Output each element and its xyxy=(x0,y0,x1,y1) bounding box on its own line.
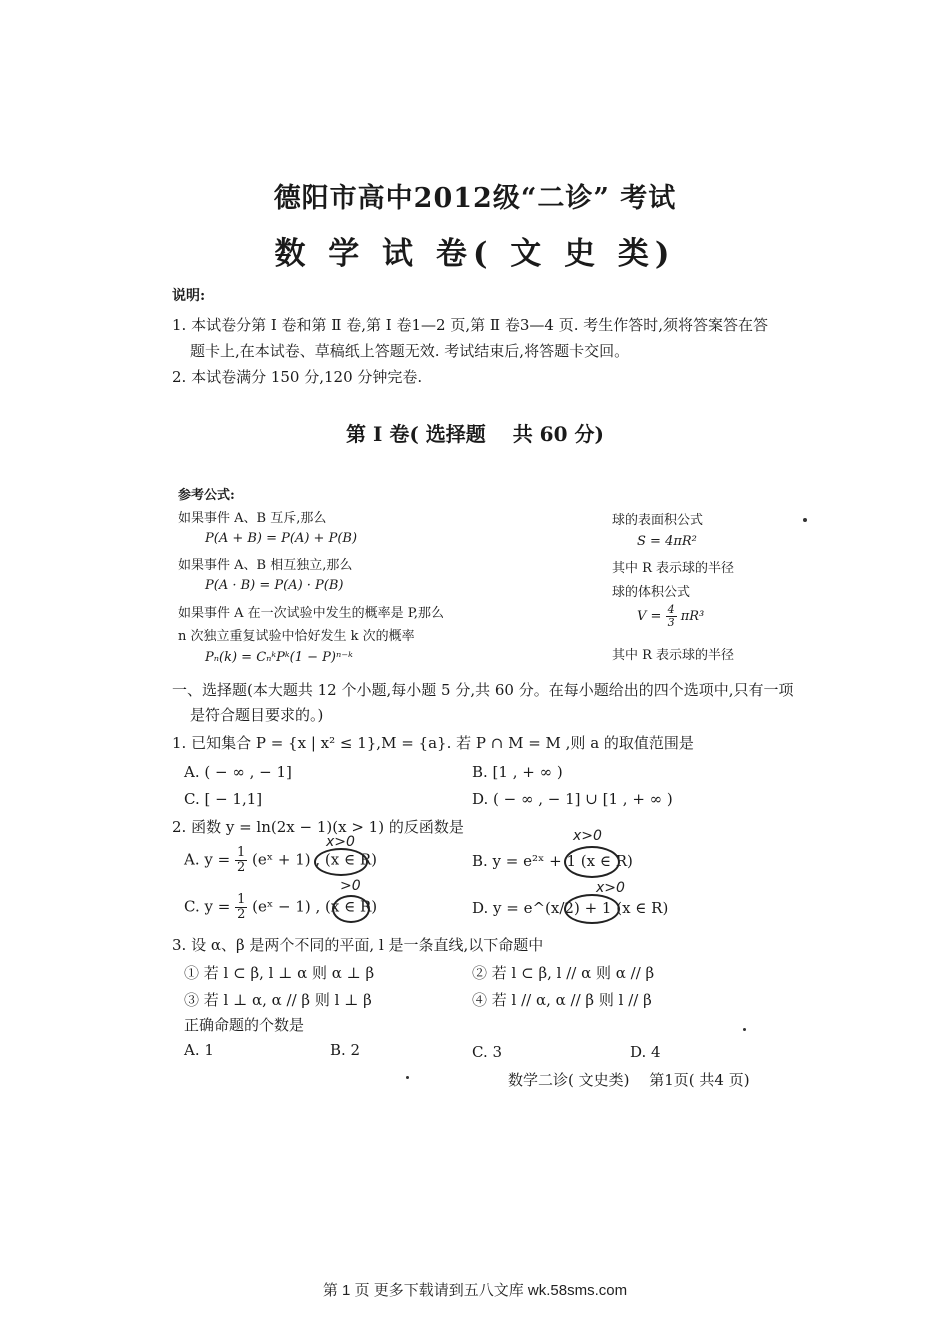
formula-line-7: Pₙ(k) = CₙᵏPᵏ(1 − P)ⁿ⁻ᵏ xyxy=(205,650,353,665)
note-item-1-line-1: 1. 本试卷分第 Ⅰ 卷和第 Ⅱ 卷,第 Ⅰ 卷1—2 页,第 Ⅱ 卷3—4 页. 考生作答时,须将答案答在答 xyxy=(172,316,769,334)
question-3-proposition-2: ② 若 l ⊂ β, l // α 则 α // β xyxy=(472,964,655,982)
question-3-proposition-4: ④ 若 l // α, α // β 则 l // β xyxy=(472,991,652,1009)
sphere-volume-heading: 球的体积公式 xyxy=(612,585,691,600)
option-a-numerator: 1 xyxy=(236,845,246,860)
option-a-denominator: 2 xyxy=(236,860,246,875)
formula-line-1: 如果事件 A、B 互斥,那么 xyxy=(178,511,327,526)
question-2-option-b: B. y = e²ˣ + 1 (x ∈ R) xyxy=(472,852,633,870)
option-a-suffix: (eˣ + 1) , (x ∈ R) xyxy=(252,850,378,869)
scan-speck xyxy=(743,1028,746,1031)
option-c-numerator: 1 xyxy=(237,892,246,907)
formula-line-5: 如果事件 A 在一次试验中发生的概率是 P,那么 xyxy=(178,606,445,621)
option-c-prefix: C. y = xyxy=(184,897,231,916)
exam-title: 德阳市高中2012级“二诊” 考试 xyxy=(273,183,677,214)
question-1-option-a: A. ( − ∞ , − 1] xyxy=(184,763,292,781)
sphere-radius-note-2: 其中 R 表示球的半径 xyxy=(612,648,735,663)
note-item-1-line-2: 题卡上,在本试卷、草稿纸上答题无效. 考试结束后,将答题卡交回。 xyxy=(190,342,630,360)
question-1-option-d: D. ( − ∞ , − 1] ∪ [1 , + ∞ ) xyxy=(472,790,673,808)
question-2-stem: 2. 函数 y = ln(2x − 1)(x > 1) 的反函数是 xyxy=(172,818,464,836)
question-1-option-c: C. [ − 1,1] xyxy=(184,790,263,808)
question-1-stem: 1. 已知集合 P = {x | x² ≤ 1},M = {a}. 若 P ∩ M = M ,则 a 的取值范围是 xyxy=(172,734,694,752)
question-3-proposition-3: ③ 若 l ⊥ α, α // β 则 l ⊥ β xyxy=(184,991,372,1009)
sphere-area-heading: 球的表面积公式 xyxy=(612,513,704,528)
download-banner: 第 1 页 更多下载请到五八文库 wk.58sms.com xyxy=(322,1282,628,1299)
volume-rhs: πR³ xyxy=(680,609,705,624)
handwritten-circle-b xyxy=(564,846,620,878)
formula-heading: 参考公式: xyxy=(178,488,235,503)
scan-speck xyxy=(803,518,807,522)
option-a-prefix: A. y = xyxy=(184,850,231,869)
question-3-proposition-1: ① 若 l ⊂ β, l ⊥ α 则 α ⊥ β xyxy=(184,964,375,982)
part-1-intro-line-1: 一、选择题(本大题共 12 个小题,每小题 5 分,共 60 分。在每小题给出的四个选项中,只有一项 xyxy=(172,681,794,699)
option-c-suffix: (eˣ − 1) , (x ∈ R) xyxy=(252,897,378,916)
handwritten-note-a: x>0 xyxy=(326,834,355,850)
option-c-fraction xyxy=(235,893,247,922)
formula-line-2: P(A + B) = P(A) + P(B) xyxy=(205,531,358,546)
handwritten-note-d: x>0 xyxy=(596,880,625,896)
question-1-option-b: B. [1 , + ∞ ) xyxy=(472,763,563,781)
question-3-option-a: A. 1 xyxy=(184,1041,214,1059)
sphere-volume-formula xyxy=(637,604,704,629)
handwritten-note-c: >0 xyxy=(340,878,361,894)
sphere-area-formula: S = 4πR² xyxy=(637,534,697,549)
section-title: 第 Ⅰ 卷( 选择题 共 60 分) xyxy=(346,422,604,446)
question-3-ask: 正确命题的个数是 xyxy=(184,1016,305,1034)
page-footer: 数学二诊( 文史类) 第1页( 共4 页) xyxy=(508,1071,750,1089)
volume-numerator: 4 xyxy=(667,603,675,616)
handwritten-note-b: x>0 xyxy=(573,828,602,844)
formula-line-6: n 次独立重复试验中恰好发生 k 次的概率 xyxy=(178,629,415,644)
handwritten-circle-c xyxy=(332,895,370,923)
volume-lhs: V = xyxy=(637,609,662,624)
question-3-option-c: C. 3 xyxy=(472,1043,503,1061)
question-2-option-d: D. y = e^(x/2) + 1 (x ∈ R) xyxy=(472,899,669,917)
handwritten-circle-a xyxy=(314,848,368,876)
volume-denominator: 3 xyxy=(667,616,675,629)
formula-line-4: P(A · B) = P(A) · P(B) xyxy=(205,578,344,593)
scan-speck xyxy=(406,1076,409,1079)
volume-fraction xyxy=(666,604,677,629)
exam-subtitle: 数 学 试 卷( 文 史 类) xyxy=(274,236,676,272)
formula-line-3: 如果事件 A、B 相互独立,那么 xyxy=(178,558,353,573)
note-item-2: 2. 本试卷满分 150 分,120 分钟完卷. xyxy=(172,368,423,386)
question-3-stem: 3. 设 α、β 是两个不同的平面, l 是一条直线,以下命题中 xyxy=(172,936,544,954)
question-3-option-d: D. 4 xyxy=(630,1043,661,1061)
sphere-radius-note-1: 其中 R 表示球的半径 xyxy=(612,561,735,576)
question-3-option-b: B. 2 xyxy=(330,1041,361,1059)
option-c-denominator: 2 xyxy=(237,907,246,922)
part-1-intro-line-2: 是符合题目要求的。) xyxy=(190,706,324,724)
handwritten-circle-d xyxy=(564,894,620,924)
notes-heading: 说明: xyxy=(172,288,206,304)
option-a-fraction xyxy=(235,846,247,875)
